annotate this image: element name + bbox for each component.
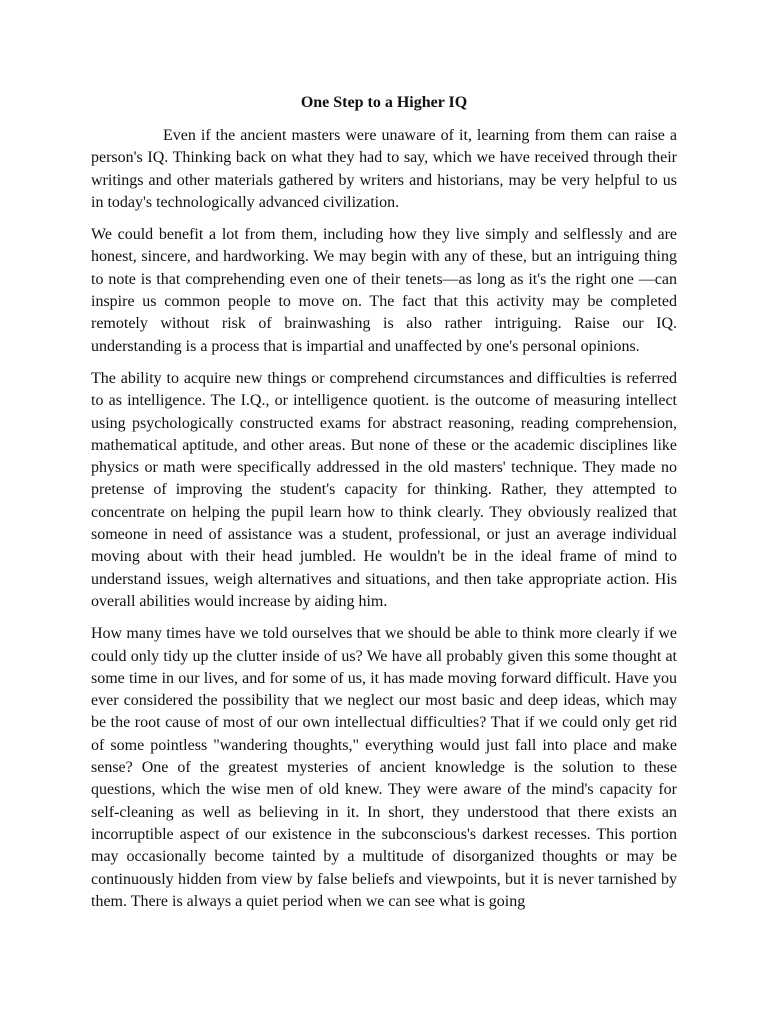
paragraph-1: Even if the ancient masters were unaware of it, learning from them can raise a person's IQ. Thinking back on what they had to say, which we have received through their writings and other materials gathered by writers and historians, may be very helpful to us in today's technologically advanced civilization. (91, 127, 677, 211)
paragraph-3: The ability to acquire new things or comprehend circumstances and difficulties is referred to as intelligence. The I.Q., or intelligence quotient. is the outcome of measuring intellect using psychologically constructed exams for abstract reasoning, reading comprehension, mathematical aptitude, and other areas. But none of these or the academic disciplines like physics or math were specifically addressed in the old masters' technique. They made no pretense of improving the student's capacity for thinking. Rather, they attempted to concentrate on helping the pupil learn how to think clearly. They obviously realized that someone in need of assistance was a student, professional, or just an average individual moving about with their head jumbled. He wouldn't be in the ideal frame of mind to understand issues, weigh alternatives and situations, and then take appropriate action. His overall abilities would increase by aiding him. (91, 369, 677, 610)
document-title: One Step to a Higher IQ (300, 94, 468, 111)
paragraph-4: How many times have we told ourselves that we should be able to think more clearly if we could only tidy up the clutter inside of us? We have all probably given this some thought at some time in our lives, and for some of us, it has made moving forward difficult. Have you ever considered the possibility that we neglect our most basic and deep ideas, which may be the root cause of most of our own intellectual difficulties? That if we could only get rid of some pointless "wandering thoughts," everything would just fall into place and make sense? One of the greatest mysteries of ancient knowledge is the solution to these questions, which the wise men of old knew. They were aware of the mind's capacity for self-cleaning as well as believing in it. In short, they understood that there exists an incorruptible aspect of our existence in the subconscious's darkest recesses. This portion may occasionally become tainted by a multitude of disorganized thoughts or may be continuously hidden from view by false beliefs and viewpoints, but it is never tarnished by them. There is always a quiet period when we can see what is going (91, 625, 677, 910)
paragraph-2: We could benefit a lot from them, including how they live simply and selflessly and are honest, sincere, and hardworking. We may begin with any of these, but an intriguing thing to note is that comprehending even one of their tenets—as long as it's the right one —can inspire us common people to move on. The fact that this activity may be completed remotely without risk of brainwashing is also rather intriguing. Raise our IQ. understanding is a process that is impartial and unaffected by one's personal opinions. (91, 226, 677, 355)
document-body (91, 125, 677, 913)
